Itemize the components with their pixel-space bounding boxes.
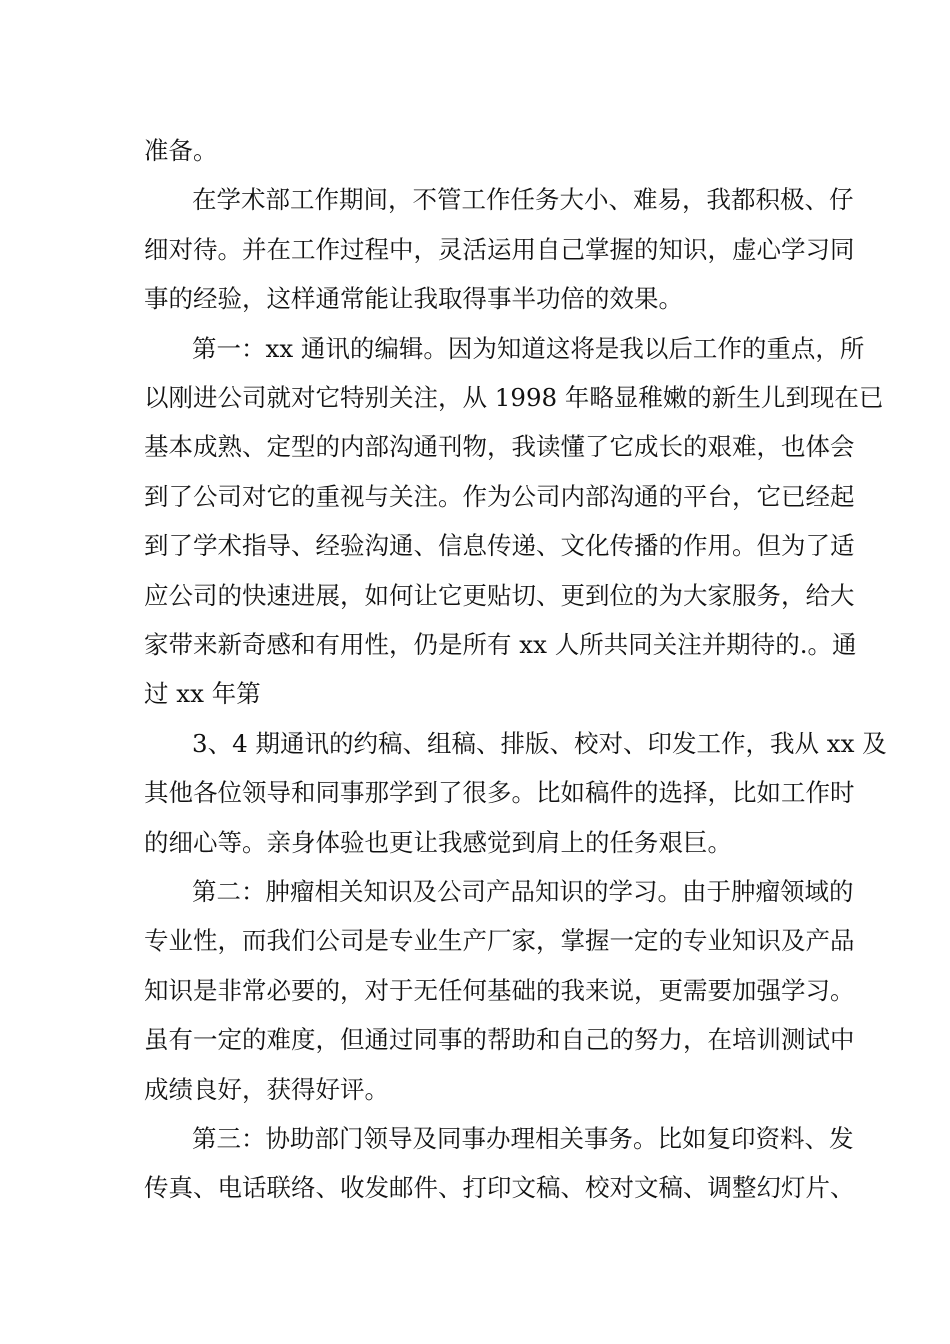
text-line: 以刚进公司就对它特别关注，从 1998 年略显稚嫩的新生儿到现在已 <box>144 383 884 412</box>
text-line: 应公司的快速进展，如何让它更贴切、更到位的为大家服务，给大 <box>144 581 855 610</box>
text-line: 家带来新奇感和有用性，仍是所有 xx 人所共同关注并期待的.。通 <box>144 630 857 659</box>
text-line: 的细心等。亲身体验也更让我感觉到肩上的任务艰巨。 <box>144 828 732 857</box>
text-line: 准备。 <box>144 136 218 165</box>
text-line: 传真、电话联络、收发邮件、打印文稿、校对文稿、调整幻灯片、 <box>144 1173 855 1202</box>
text-line: 知识是非常必要的，对于无任何基础的我来说，更需要加强学习。 <box>144 976 855 1005</box>
text-line: 在学术部工作期间，不管工作任务大小、难易，我都积极、仔 <box>192 185 854 214</box>
text-line: 第一：xx 通讯的编辑。因为知道这将是我以后工作的重点，所 <box>192 334 865 363</box>
text-line: 第二：肿瘤相关知识及公司产品知识的学习。由于肿瘤领域的 <box>192 877 854 906</box>
text-line: 3、4 期通讯的约稿、组稿、排版、校对、印发工作，我从 xx 及 <box>192 729 887 758</box>
text-line: 第三：协助部门领导及同事办理相关事务。比如复印资料、发 <box>192 1124 854 1153</box>
text-line: 其他各位领导和同事那学到了很多。比如稿件的选择，比如工作时 <box>144 778 855 807</box>
text-line: 成绩良好，获得好评。 <box>144 1075 389 1104</box>
text-line: 过 xx 年第 <box>144 679 261 708</box>
text-line: 基本成熟、定型的内部沟通刊物，我读懂了它成长的艰难，也体会 <box>144 432 855 461</box>
text-line: 到了学术指导、经验沟通、信息传递、文化传播的作用。但为了适 <box>144 531 855 560</box>
text-line: 专业性，而我们公司是专业生产厂家，掌握一定的专业知识及产品 <box>144 926 855 955</box>
text-line: 到了公司对它的重视与关注。作为公司内部沟通的平台，它已经起 <box>144 482 855 511</box>
text-line: 虽有一定的难度，但通过同事的帮助和自己的努力，在培训测试中 <box>144 1025 855 1054</box>
text-line: 细对待。并在工作过程中，灵活运用自己掌握的知识，虚心学习同 <box>144 235 855 264</box>
text-line: 事的经验，这样通常能让我取得事半功倍的效果。 <box>144 284 683 313</box>
